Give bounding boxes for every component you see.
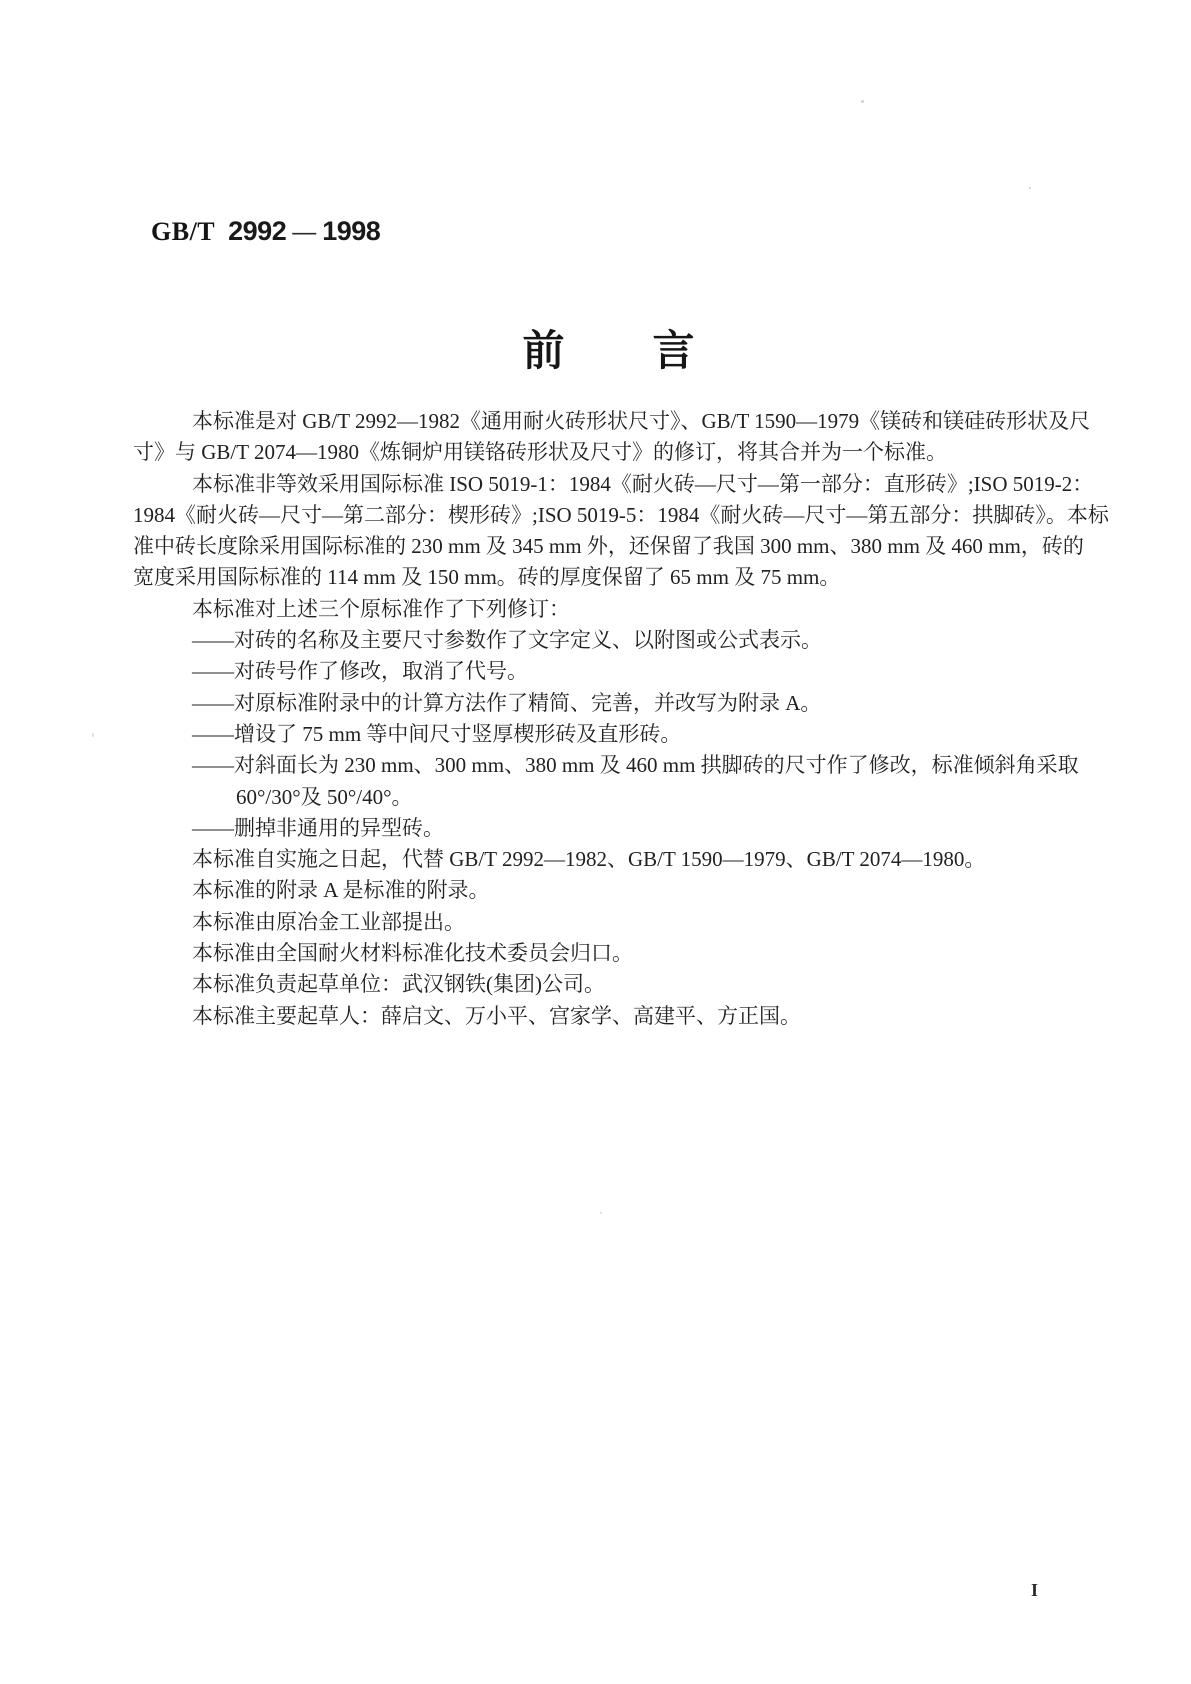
page-title: [13, 326, 1191, 378]
scan-speck: [861, 100, 864, 103]
scan-speck: [600, 1212, 602, 1214]
foreword-line: ——删掉非通用的异型砖。: [192, 815, 444, 840]
foreword-line: ——对斜面长为 230 mm、300 mm、380 mm 及 460 mm 拱脚砖的尺寸作了修改，标准倾斜角采取: [192, 753, 1079, 778]
foreword-line: 本标准是对 GB/T 2992—1982《通用耐火砖形状尺寸》、GB/T 1590—1979《镁砖和镁硅砖形状及尺: [192, 409, 1091, 433]
page-title-char-1: 前: [522, 329, 565, 375]
foreword-line: ——对原标准附录中的计算方法作了精简、完善，并改写为附录 A。: [192, 690, 822, 715]
foreword-line: 准中砖长度除采用国际标准的 230 mm 及 345 mm 外，还保留了我国 300 mm、380 mm 及 460 mm，砖的: [133, 534, 1084, 559]
foreword-line: 宽度采用国际标准的 114 mm 及 150 mm。砖的厚度保留了 65 mm 及 75 mm。: [133, 565, 841, 590]
foreword-line: ——对砖号作了修改，取消了代号。: [192, 659, 528, 684]
standard-code-number: 2992: [228, 216, 287, 246]
foreword-line: 本标准非等效采用国际标准 ISO 5019-1：1984《耐火砖—尺寸—第一部分：直形砖》;ISO 5019-2：: [192, 471, 1094, 496]
foreword-line: 本标准由全国耐火材料标准化技术委员会归口。: [192, 941, 633, 966]
foreword-line: 本标准对上述三个原标准作了下列修订：: [192, 596, 570, 621]
page-title-char-2: 言: [652, 329, 695, 375]
standard-code-prefix: GB/T: [151, 217, 216, 246]
scan-speck: [92, 733, 94, 737]
foreword-line: 1984《耐火砖—尺寸—第二部分：楔形砖》;ISO 5019-5：1984《耐火砖—尺寸—第五部分：拱脚砖》。本标: [133, 502, 1109, 527]
foreword-line: 本标准的附录 A 是标准的附录。: [192, 878, 490, 903]
foreword-line: 本标准主要起草人：薛启文、万小平、宫家学、高建平、方正国。: [192, 1003, 801, 1028]
foreword-line: 本标准由原冶金工业部提出。: [192, 909, 465, 934]
foreword-line: 寸》与 GB/T 2074—1980《炼铜炉用镁铬砖形状及尺寸》的修订，将其合并为一个标准。: [133, 440, 947, 465]
standard-code: [151, 216, 380, 247]
foreword-text: [133, 406, 1109, 1032]
foreword-line: 60°/30°及 50°/40°。: [236, 784, 413, 809]
standard-code-dash: —: [292, 219, 317, 246]
foreword-line: ——对砖的名称及主要尺寸参数作了文字定义、以附图或公式表示。: [192, 628, 822, 653]
foreword-line: 本标准负责起草单位：武汉钢铁(集团)公司。: [192, 972, 605, 997]
scan-speck: [1029, 187, 1031, 189]
foreword-line: 本标准自实施之日起，代替 GB/T 2992—1982、GB/T 1590—1979、GB/T 2074—1980。: [192, 847, 986, 872]
foreword-line: ——增设了 75 mm 等中间尺寸竖厚楔形砖及直形砖。: [192, 721, 682, 746]
page-number: I: [1031, 1580, 1039, 1600]
standard-code-year: 1998: [322, 216, 381, 246]
